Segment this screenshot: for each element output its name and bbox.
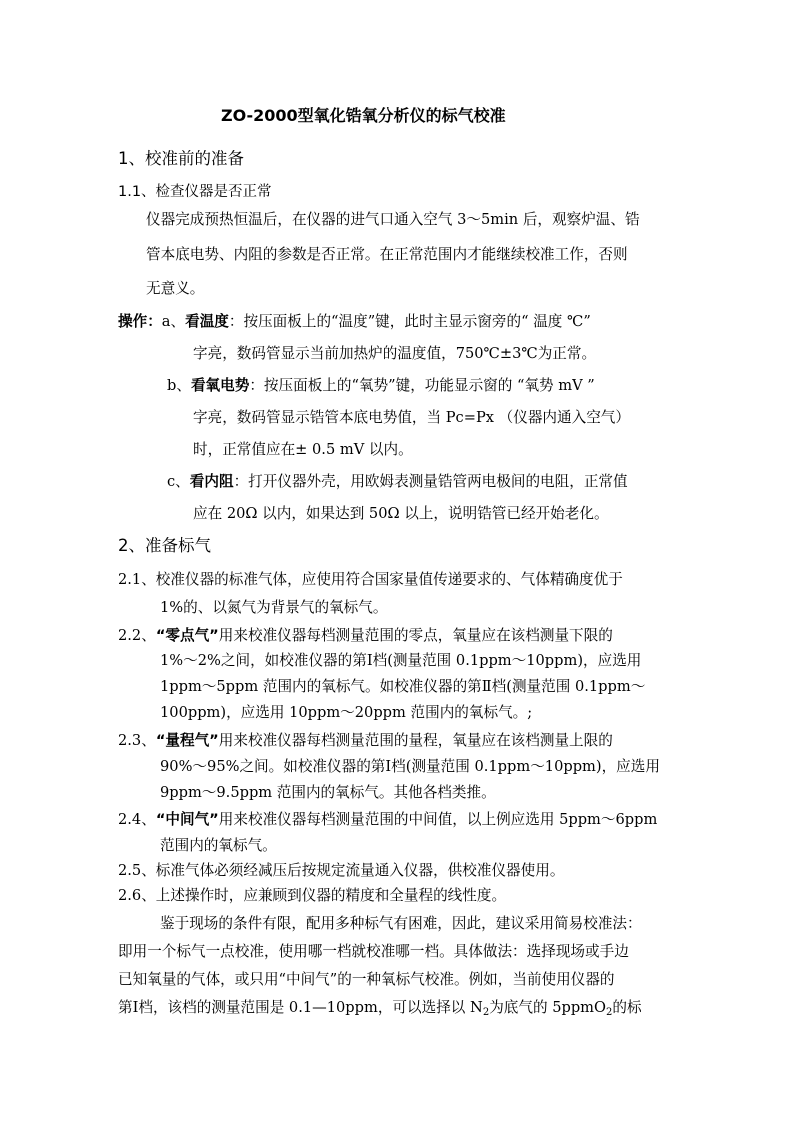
paragraph-line: 字亮，数码管显示当前加热炉的温度值，750℃±3℃为正常。 bbox=[193, 345, 597, 362]
paragraph-line: 90%～95%之间。如校准仪器的第Ⅰ档(测量范围 0.1ppm～10ppm)，应选用 bbox=[160, 758, 660, 775]
paragraph-2-6: 2.6、上述操作时，应兼顾到仪器的精度和全量程的线性度。 bbox=[118, 887, 507, 904]
item-label: 看温度 bbox=[185, 313, 229, 330]
paragraph-line: 即用一个标气一点校准，使用哪一档就校准哪一档。具体做法：选择现场或手边 bbox=[118, 943, 629, 960]
item-text: 用来校准仪器每档测量范围的零点，氧量应在该档测量下限的 bbox=[218, 627, 613, 644]
item-text: ：按压面板上的“温度”键，此时主显示窗旁的“ 温度 ℃” bbox=[228, 313, 591, 330]
paragraph-line: 范围内的氧标气。 bbox=[160, 837, 277, 854]
section-2-heading: 2、准备标气 bbox=[118, 536, 211, 555]
paragraph-line: 鉴于现场的条件有限，配用多种标气有困难，因此，建议采用简易校准法： bbox=[160, 915, 642, 932]
term-zero-gas: “零点气” bbox=[155, 627, 219, 644]
term-span-gas: “量程气” bbox=[155, 732, 219, 749]
item-marker: c、 bbox=[167, 473, 190, 490]
paragraph-line: 无意义。 bbox=[146, 280, 205, 297]
page-title: ZO-2000型氧化锆氧分析仪的标气校准 bbox=[221, 106, 506, 125]
paragraph-line: 时，正常值应在± 0.5 mV 以内。 bbox=[193, 441, 413, 458]
item-marker: b、 bbox=[167, 377, 191, 394]
operation-item-c bbox=[167, 472, 628, 492]
paragraph-last-line bbox=[118, 998, 642, 1018]
item-marker: a、 bbox=[161, 313, 186, 330]
subscript: 2 bbox=[482, 1007, 490, 1018]
item-label: 看内阻 bbox=[189, 473, 234, 490]
paragraph-line: 100ppm)，应选用 10ppm～20ppm 范围内的氧标气。; bbox=[160, 704, 533, 721]
item-number: 2.4、 bbox=[118, 811, 156, 828]
subscript: 2 bbox=[605, 1007, 613, 1018]
section-1-1-heading: 1.1、检查仪器是否正常 bbox=[118, 184, 272, 200]
item-label: 看氧电势 bbox=[190, 377, 250, 394]
paragraph-2-2 bbox=[118, 626, 613, 646]
paragraph-2-1: 2.1、校准仪器的标准气体，应使用符合国家量值传递要求的、气体精确度优于 bbox=[118, 571, 623, 588]
operation-item-a bbox=[118, 312, 591, 332]
paragraph-line: 1%～2%之间，如校准仪器的第Ⅰ档(测量范围 0.1ppm～10ppm)，应选用 bbox=[160, 652, 642, 669]
paragraph-2-4 bbox=[118, 810, 657, 830]
paragraph-line: 管本底电势、内阻的参数是否正常。在正常范围内才能继续校准工作，否则 bbox=[146, 246, 628, 263]
operation-label: 操作： bbox=[118, 313, 162, 330]
paragraph-line: 字亮，数码管显示锆管本底电势值，当 Pc=Px （仪器内通入空气） bbox=[193, 409, 630, 426]
item-number: 2.2、 bbox=[118, 627, 156, 644]
text-segment: 为底气的 5ppmO bbox=[489, 999, 606, 1016]
item-text: ：按压面板上的“氧势”键，功能显示窗的 “氧势 mV ” bbox=[249, 377, 595, 394]
paragraph-line: 1ppm～5ppm 范围内的氧标气。如校准仪器的第Ⅱ档(测量范围 0.1ppm～ bbox=[160, 678, 646, 695]
paragraph-2-5: 2.5、标准气体必须经减压后按规定流量通入仪器，供校准仪器使用。 bbox=[118, 862, 565, 879]
operation-item-b bbox=[167, 376, 595, 396]
item-number: 2.3、 bbox=[118, 732, 156, 749]
paragraph-line: 1%的、以氮气为背景气的氧标气。 bbox=[160, 599, 388, 616]
paragraph-line: 应在 20Ω 以内，如果达到 50Ω 以上，说明锆管已经开始老化。 bbox=[193, 505, 609, 522]
item-text: ：打开仪器外壳，用欧姆表测量锆管两电极间的电阻，正常值 bbox=[233, 473, 628, 490]
paragraph-line: 仪器完成预热恒温后，在仪器的进气口通入空气 3～5min 后，观察炉温、锆 bbox=[146, 211, 640, 228]
text-segment: 第Ⅰ档，该档的测量范围是 0.1—10ppm，可以选择以 N bbox=[118, 999, 483, 1016]
item-text: 用来校准仪器每档测量范围的中间值，以上例应选用 5ppm～6ppm bbox=[218, 811, 658, 828]
section-1-heading: 1、校准前的准备 bbox=[118, 149, 244, 168]
paragraph-line: 已知氧量的气体，或只用“中间气”的一种氧标气校准。例如，当前使用仪器的 bbox=[118, 971, 615, 988]
item-text: 用来校准仪器每档测量范围的量程，氧量应在该档测量上限的 bbox=[218, 732, 613, 749]
term-mid-gas: “中间气” bbox=[155, 811, 219, 828]
paragraph-line: 9ppm～9.5ppm 范围内的氧标气。其他各档类推。 bbox=[160, 784, 496, 801]
text-segment: 的标 bbox=[612, 999, 642, 1016]
paragraph-2-3 bbox=[118, 731, 613, 751]
